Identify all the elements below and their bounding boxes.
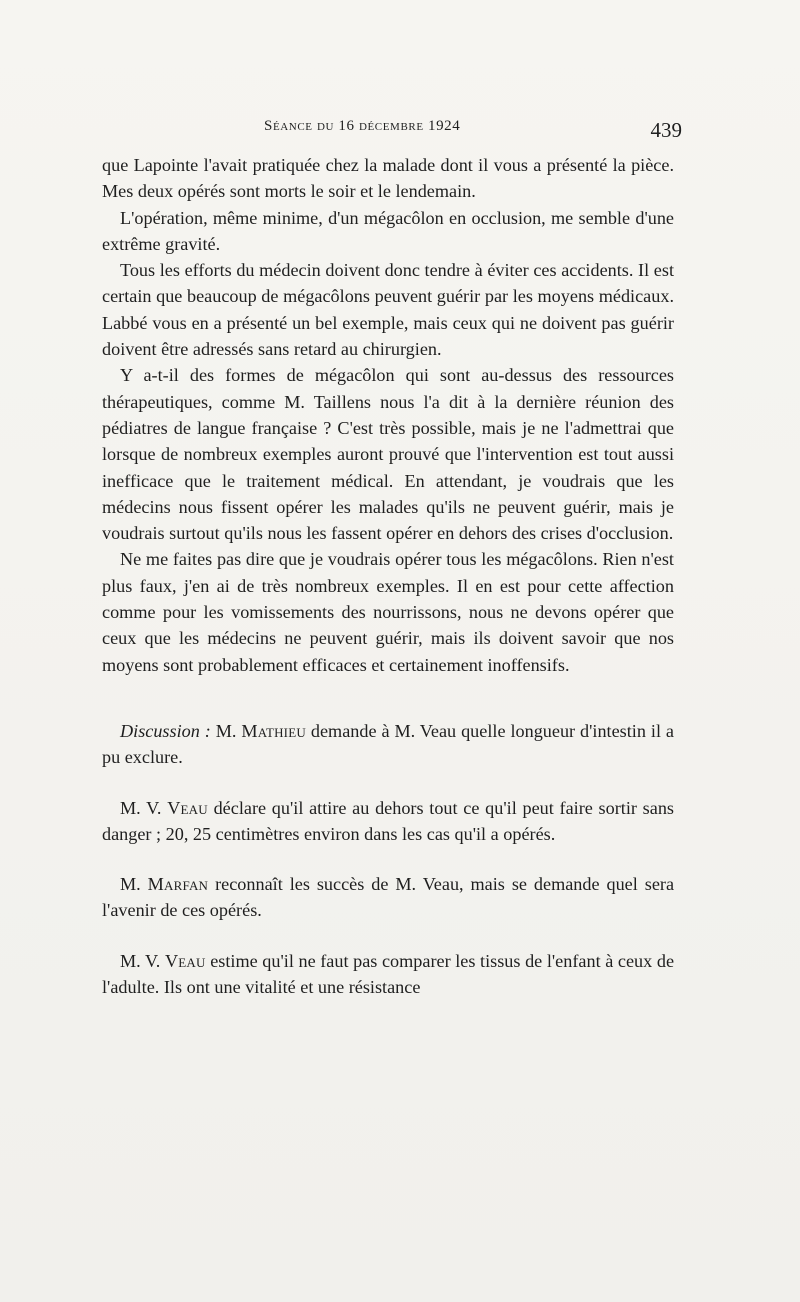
veau-reply-1-text: déclare qu'il attire au dehors tout ce qu'il peut faire sortir sans danger ; 20, 25 centimètres environ dans les cas qu'il a opérés. bbox=[102, 797, 674, 844]
discussion-prefix: M. bbox=[215, 720, 237, 741]
running-head: Séance du 16 décembre 1924 bbox=[264, 118, 461, 134]
paragraph-4: Y a-t-il des formes de mégacôlon qui sont au-dessus des ressources thérapeutiques, comme M. Taillens nous l'a dit à la dernière réunion des pédiatres de langue française ? C'est très possible, mais je ne l'admettrai que lorsque de nombreux exemples auront prouvé que l'intervention est tout aussi inefficace que le traitement médical. En attendant, je voudrais que les médecins nous fissent opérer les malades qu'ils ne peuvent guérir, mais je voudrais surtout qu'ils nous les fassent opérer en dehors des crises d'occlusion. bbox=[102, 365, 674, 544]
page-body bbox=[102, 152, 674, 1000]
marfan-paragraph bbox=[102, 871, 674, 924]
paragraph-5: Ne me faites pas dire que je voudrais opérer tous les mégacôlons. Rien n'est plus faux, j'en ai de très nombreux exemples. Il en est pour cette affection comme pour les vomissements des nourrissons, nous ne devons opérer que ceux que les médecins ne peuvent guérir, mais ils doivent savoir que nos moyens sont probablement efficaces et certainement inoffensifs. bbox=[102, 549, 674, 675]
speaker-veau-2: Veau bbox=[164, 950, 206, 971]
paragraph-1: que Lapointe l'avait pratiquée chez la malade dont il vous a présenté la pièce. Mes deux opérés sont morts le soir et le lendemain. bbox=[102, 155, 674, 202]
veau-reply-1-prefix: M. V. bbox=[120, 797, 162, 818]
discussion-paragraph bbox=[102, 718, 674, 771]
page-number: 439 bbox=[650, 118, 682, 142]
paragraph-3: Tous les efforts du médecin doivent donc tendre à éviter ces accidents. Il est certain que beaucoup de mégacôlons peuvent guérir par les moyens médicaux. Labbé vous en a présenté un bel exemple, mais ceux qui ne doivent pas guérir doivent être adressés sans retard au chirurgien. bbox=[102, 260, 674, 360]
speaker-mathieu: Mathieu bbox=[241, 720, 306, 741]
veau-reply-2-prefix: M. V. bbox=[120, 950, 161, 971]
speaker-veau-1: Veau bbox=[167, 797, 208, 818]
veau-reply-2 bbox=[102, 948, 674, 1001]
veau-reply-1 bbox=[102, 795, 674, 848]
paragraph-2: L'opération, même minime, d'un mégacôlon en occlusion, me semble d'une extrême gravité. bbox=[102, 207, 674, 254]
veau-reply-2-text: estime qu'il ne faut pas comparer les tissus de l'enfant à ceux de l'adulte. Ils ont une vitalité et une résistance bbox=[102, 950, 675, 998]
marfan-prefix: M. bbox=[120, 874, 141, 895]
page-header bbox=[96, 118, 682, 150]
discussion-label: Discussion : bbox=[120, 720, 211, 741]
speaker-marfan: Marfan bbox=[147, 874, 209, 895]
marfan-text: reconnaît les succès de M. Veau, mais se demande quel sera l'avenir de ces opérés. bbox=[102, 874, 675, 921]
discussion-text: demande à M. Veau quelle longueur d'intestin il a pu exclure. bbox=[102, 720, 675, 768]
